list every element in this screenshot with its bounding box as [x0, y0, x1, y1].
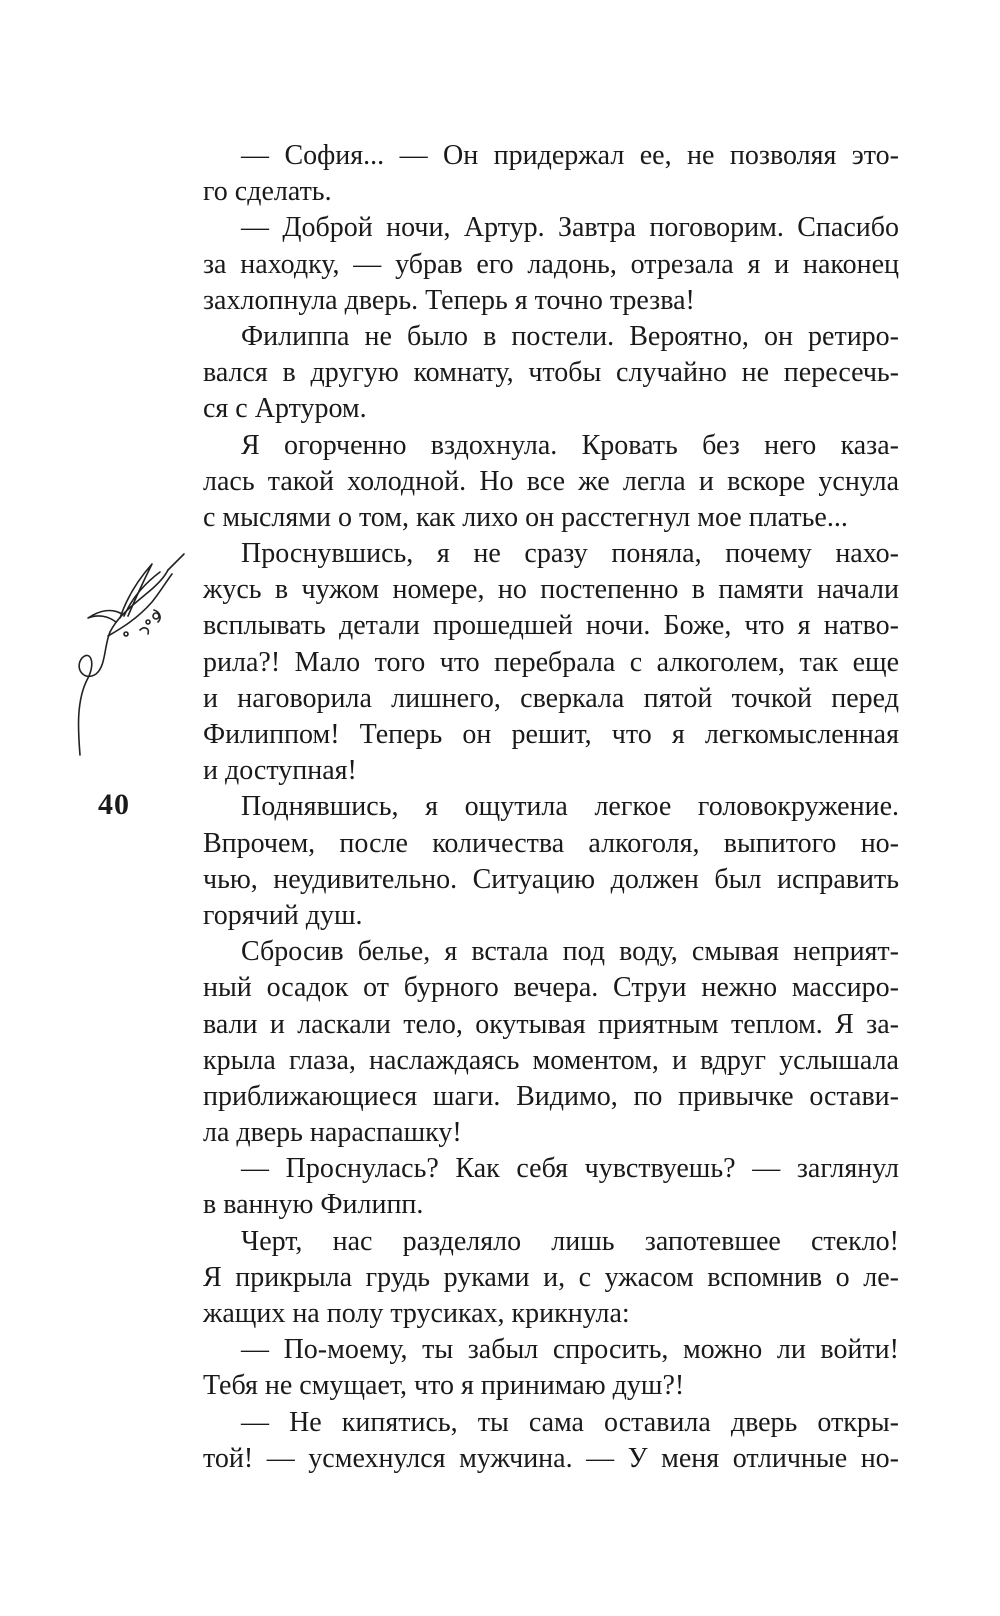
text-line: той! — усмехнулся мужчина. — У меня отличные но- [203, 1442, 899, 1474]
text-line: с мыслями о том, как лихо он расстегнул мое платье... [203, 501, 848, 533]
text-line: в ванную Филипп. [203, 1189, 424, 1221]
text-line: — Проснулась? Как себя чувствуешь? — заглянул [241, 1153, 899, 1185]
text-line: за находку, — убрав его ладонь, отрезала я и наконец [203, 248, 899, 280]
text-line: горячий душ. [203, 899, 363, 931]
text-line: Тебя не смущает, что я принимаю душ?! [203, 1370, 685, 1402]
text-line: жусь в чужом номере, но постепенно в памяти начали [203, 574, 899, 606]
text-line: вали и ласкали тело, окутывая приятным теплом. Я за- [203, 1008, 899, 1040]
text-line: ла дверь нараспашку! [203, 1117, 462, 1149]
text-line: вался в другую комнату, чтобы случайно не пересечь- [203, 357, 899, 389]
text-line: ся с Артуром. [203, 393, 367, 425]
text-line: Впрочем, после количества алкоголя, выпитого но- [203, 827, 899, 859]
text-line: Сбросив белье, я встала под воду, смывая неприят- [241, 936, 899, 968]
text-line: Проснувшись, я не сразу поняла, почему нахо- [241, 538, 899, 570]
text-line: Я огорченно вздохнула. Кровать без него каза- [241, 429, 899, 461]
text-line: Я прикрыла грудь руками и, с ужасом вспомнив о ле- [203, 1261, 899, 1293]
text-line: чью, неудивительно. Ситуацию должен был исправить [203, 863, 899, 895]
text-line: Черт, нас разделяло лишь запотевшее стекло! [241, 1225, 899, 1257]
text-line: и наговорила лишнего, сверкала пятой точкой перед [203, 682, 899, 714]
text-line: — Не кипятись, ты сама оставила дверь откры- [241, 1406, 899, 1438]
text-line: Поднявшись, я ощутила легкое головокружение. [241, 791, 899, 823]
text-line: ный осадок от бурного вечера. Струи нежно массиро- [203, 972, 899, 1004]
hummingbird-line-art-icon [60, 550, 190, 760]
body-text [203, 138, 899, 1477]
text-line: Филиппа не было в постели. Вероятно, он ретиро- [241, 320, 899, 352]
text-line: захлопнула дверь. Теперь я точно трезва! [203, 284, 695, 316]
text-line: — По-моему, ты забыл спросить, можно ли войти! [241, 1334, 899, 1366]
text-line: лась такой холодной. Но все же легла и вскоре уснула [203, 465, 899, 497]
text-line: жащих на полу трусиках, крикнула: [203, 1298, 630, 1329]
text-line: всплывать детали прошедшей ночи. Боже, что я натво- [203, 610, 899, 642]
text-line: Филиппом! Теперь он решит, что я легкомысленная [203, 719, 899, 750]
text-line: и доступная! [203, 755, 357, 787]
text-line: рила?! Мало того что перебрала с алкоголем, так еще [203, 646, 899, 678]
page-number: 40 [98, 788, 130, 821]
text-line: — Доброй ночи, Артур. Завтра поговорим. Спасибо [241, 212, 899, 244]
text-line: крыла глаза, наслаждаясь моментом, и вдруг услышала [203, 1044, 899, 1076]
text-line: приближающиеся шаги. Видимо, по привычке остави- [203, 1080, 899, 1112]
text-line: го сделать. [203, 176, 332, 208]
text-line: — София... — Он придержал ее, не позволяя это- [241, 140, 899, 171]
